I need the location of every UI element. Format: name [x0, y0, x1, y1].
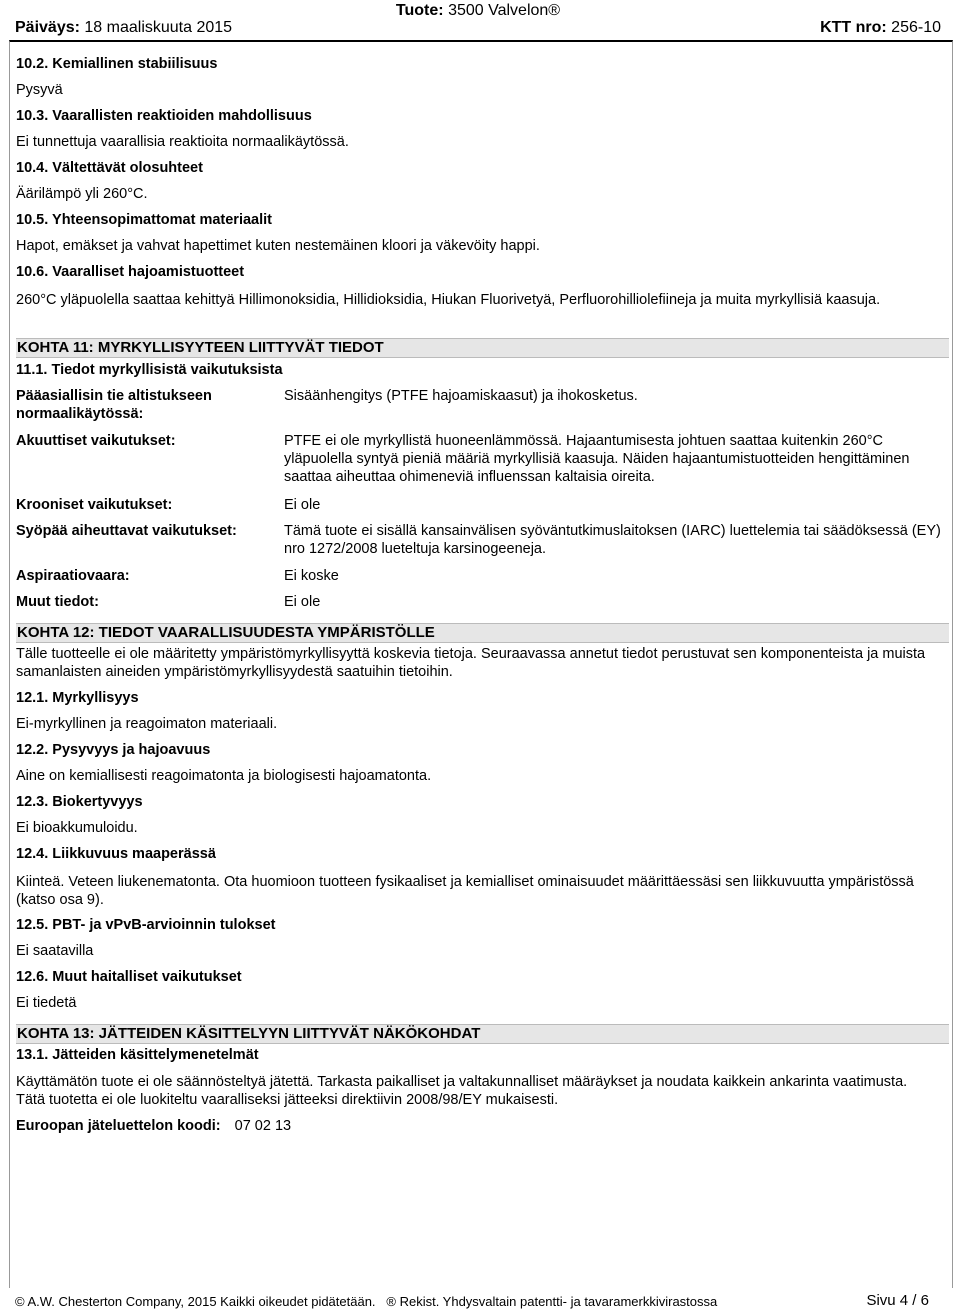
date-value: 18 maaliskuuta 2015 — [84, 19, 233, 36]
tox-value-carcinogenic: Tämä tuote ei sisällä kansainvälisen syöväntutkimuslaitoksen (IARC) luettelemia tai säädöksessä (EY) nro 1272/2008 lueteltuja karsinogeeneja. — [284, 523, 941, 557]
heading-12-5: 12.5. PBT- ja vPvB-arvioinnin tulokset — [16, 917, 276, 933]
tox-value-other: Ei ole — [284, 594, 321, 610]
heading-12-2: 12.2. Pysyvyys ja hajoavuus — [16, 742, 211, 758]
heading-10-4: 10.4. Vältettävät olosuhteet — [16, 160, 203, 176]
date-label: Päiväys: — [15, 19, 80, 36]
heading-12-3: 12.3. Biokertyvyys — [16, 794, 143, 810]
heading-10-2: 10.2. Kemiallinen stabiilisuus — [16, 56, 218, 72]
tox-value-exposure: Sisäänhengitys (PTFE hajoamiskaasut) ja ihokosketus. — [284, 388, 638, 404]
heading-10-6: 10.6. Vaaralliset hajoamistuotteet — [16, 264, 245, 280]
text-12-2: Aine on kemiallisesti reagoimatonta ja biologisesti hajoamatonta. — [16, 768, 432, 784]
heading-12-6: 12.6. Muut haitalliset vaikutukset — [16, 969, 242, 985]
tox-label-exposure: Pääasiallisin tie altistukseen normaalikäytössä: — [16, 388, 212, 422]
header-bottom — [15, 19, 941, 39]
tox-label-aspiration: Aspiraatiovaara: — [16, 568, 130, 584]
tox-label-carcinogenic: Syöpää aiheuttavat vaikutukset: — [16, 523, 237, 539]
tox-label-other: Muut tiedot: — [16, 594, 99, 610]
text-12-6: Ei tiedetä — [16, 995, 77, 1011]
tox-value-chronic: Ei ole — [284, 497, 321, 513]
waste-code-label: Euroopan jäteluettelon koodi: — [16, 1118, 221, 1134]
text-10-6: 260°C yläpuolella saattaa kehittyä Hillimonoksidia, Hillidioksidia, Hiukan Fluorivetyä, Perfluorohilliolefiineja ja muita myrkyllisiä kaasuja. — [16, 292, 881, 308]
heading-13-1: 13.1. Jätteiden käsittelymenetelmät — [16, 1047, 259, 1063]
heading-11-1: 11.1. Tiedot myrkyllisistä vaikutuksista — [16, 362, 283, 378]
tox-value-acute: PTFE ei ole myrkyllistä huoneenlämmössä. Hajaantumisesta johtuen saattaa kuitenkin 260°C yläpuolella syntyä pieniä määriä myrkyllisiä kaasuja. Näiden hajaantumistuotteiden hengittäminen saattaa aiheuttaa ohimeneviä influenssan kaltaisia oireita. — [284, 433, 910, 485]
tox-label-acute: Akuuttiset vaikutukset: — [16, 433, 176, 449]
waste-code-value: 07 02 13 — [234, 1118, 292, 1134]
section-11-title: KOHTA 11: MYRKYLLISYYTEEN LIITTYVÄT TIEDOT — [16, 338, 949, 358]
section-12-title: KOHTA 12: TIEDOT VAARALLISUUDESTA YMPÄRISTÖLLE — [16, 623, 949, 643]
product-label: Tuote: — [395, 2, 444, 19]
ktt-label: KTT nro: — [820, 19, 887, 36]
date-line — [15, 19, 232, 37]
section-13-title: KOHTA 13: JÄTTEIDEN KÄSITTELYYN LIITTYVÄT NÄKÖKOHDAT — [16, 1024, 949, 1044]
waste-code-line — [16, 1118, 291, 1134]
heading-12-4: 12.4. Liikkuvuus maaperässä — [16, 846, 216, 862]
text-12-5: Ei saatavilla — [16, 943, 94, 959]
text-13-1: Käyttämätön tuote ei ole säännösteltyä jätettä. Tarkasta paikalliset ja valtakunnalliset määräykset ja noudata kaikkein ankarinta vaatimusta. Tätä tuotetta ei ole luokiteltu vaaralliseksi jätteeksi direktiivin 2008/98/EY mukaisesti. — [16, 1074, 908, 1108]
page-number: Sivu 4 / 6 — [866, 1292, 929, 1309]
page-footer — [15, 1292, 941, 1312]
text-12-3: Ei bioakkumuloidu. — [16, 820, 138, 836]
heading-10-5: 10.5. Yhteensopimattomat materiaalit — [16, 212, 272, 228]
text-12-4: Kiinteä. Veteen liukenematonta. Ota huomioon tuotteen fysikaaliset ja kemialliset ominaisuudet määrittäessäsi sen liikkuvuutta ympäristössä (katso osa 9). — [16, 874, 914, 908]
product-line — [15, 2, 941, 20]
text-10-5: Hapot, emäkset ja vahvat hapettimet kuten nestemäinen kloori ja väkevöity happi. — [16, 238, 540, 254]
text-12-intro: Tälle tuotteelle ei ole määritetty ympäristömyrkyllisyyttä koskevia tietoja. Seuraavassa annetut tiedot perustuvat sen komponenteista ja muista samanlaisten aineiden ympäristömyrkyllisyydestä saatuihin tietoihin. — [16, 646, 926, 680]
heading-10-3: 10.3. Vaarallisten reaktioiden mahdollisuus — [16, 108, 312, 124]
text-10-4: Äärilämpö yli 260°C. — [16, 186, 148, 202]
tox-label-chronic: Krooniset vaikutukset: — [16, 497, 173, 513]
tox-value-aspiration: Ei koske — [284, 568, 339, 584]
text-10-3: Ei tunnettuja vaarallisia reaktioita normaalikäytössä. — [16, 134, 349, 150]
product-value: 3500 Valvelon® — [448, 2, 561, 19]
copyright-text: © A.W. Chesterton Company, 2015 Kaikki oikeudet pidätetään. ® Rekist. Yhdysvaltain patentti- ja tavaramerkkivirastossa — [15, 1294, 718, 1309]
text-10-2: Pysyvä — [16, 82, 63, 98]
ktt-line — [820, 19, 941, 37]
ktt-value: 256-10 — [891, 19, 941, 36]
text-12-1: Ei-myrkyllinen ja reagoimaton materiaali. — [16, 716, 278, 732]
heading-12-1: 12.1. Myrkyllisyys — [16, 690, 139, 706]
